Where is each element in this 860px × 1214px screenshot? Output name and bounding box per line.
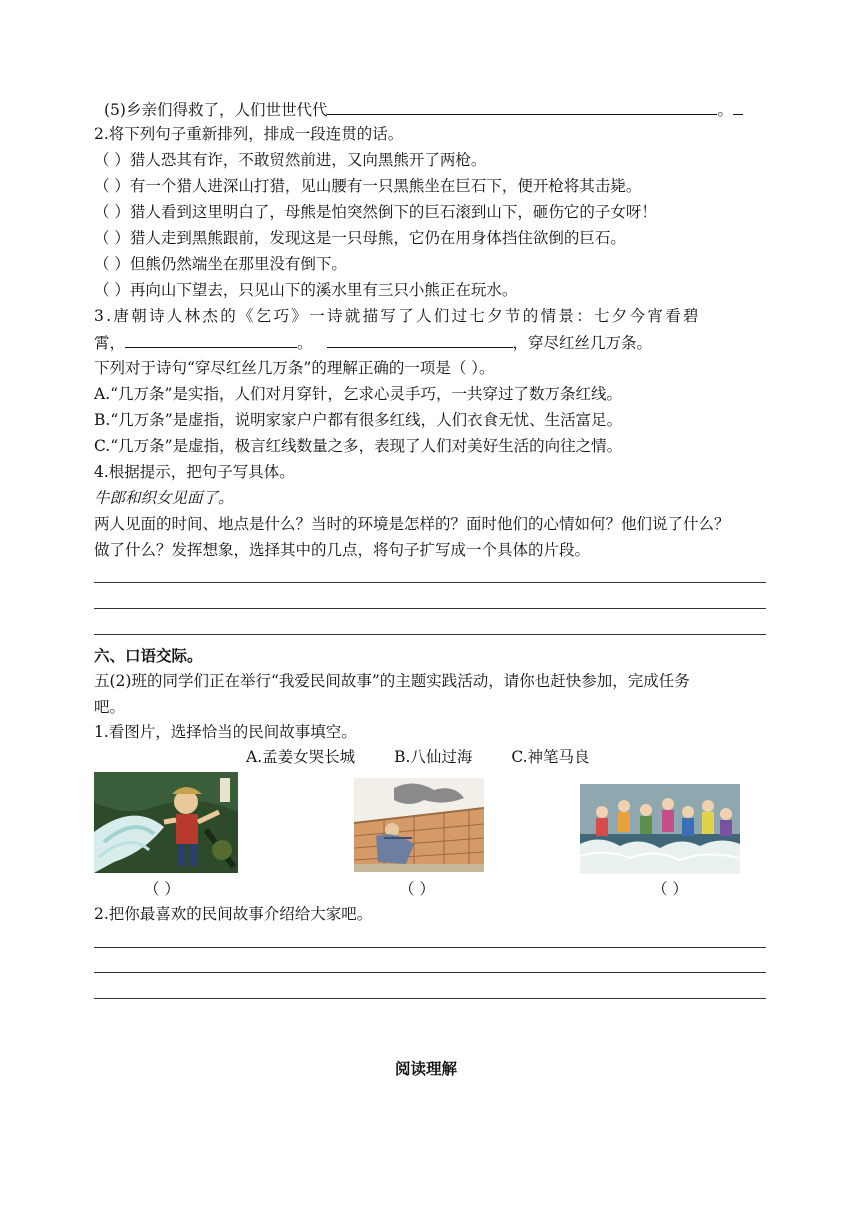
great-wall-illustration [354, 778, 484, 872]
sentence-item: （ ）猎人看到这里明白了，母熊是怕突然倒下的巨石滚到山下，砸伤它的子女呀！ [94, 203, 657, 221]
writing-line[interactable] [94, 608, 766, 609]
sentence-item: （ ）猎人走到黑熊跟前，发现这是一只母熊，它仍在用身体挡住欲倒的巨石。 [94, 229, 626, 247]
magic-brush-illustration [94, 772, 238, 873]
reading-heading: 阅读理解 [395, 1059, 458, 1078]
writing-line[interactable] [94, 998, 766, 999]
picture-magic-brush [94, 772, 238, 873]
choice-a: A.孟姜女哭长城 [246, 748, 356, 766]
answer-blank[interactable] [327, 98, 717, 115]
question-5 [104, 98, 743, 121]
writing-line[interactable] [94, 947, 766, 948]
eight-immortals-illustration [580, 784, 740, 874]
s4-prompt-2: 做了什么？发挥想象，选择其中的几点，将句子扩写成一个具体的片段。 [94, 541, 591, 559]
section-6-heading: 六、口语交际。 [94, 646, 203, 665]
s2-title: 2.将下列句子重新排列，排成一段连贯的话。 [94, 125, 404, 143]
option-b: B.“几万条”是虚指，说明家家户户都有很多红线，人们衣食无忧、生活富足。 [94, 411, 623, 429]
s4-prompt-1: 两人见面的时间、地点是什么？当时的环境是怎样的？面时他们的心情如何？他们说了什么？ [94, 515, 730, 533]
answer-paren-3[interactable]: （ ） [652, 880, 688, 898]
section-6-q1: 1.看图片，选择恰当的民间故事填空。 [94, 723, 357, 741]
poem-blank-2[interactable] [327, 331, 513, 348]
sentence-item: （ ）再向山下望去，只见山下的溪水里有三只小熊正在玩水。 [94, 281, 518, 299]
picture-great-wall [354, 778, 484, 872]
poem-blank-1[interactable] [125, 331, 297, 348]
answer-paren-1[interactable]: （ ） [144, 880, 180, 898]
question-5-text: (5)乡亲们得救了，人们世世代代 [104, 101, 328, 119]
writing-line[interactable] [94, 582, 766, 583]
section-6-q2: 2.把你最喜欢的民间故事介绍给大家吧。 [94, 905, 373, 923]
s3-line1: 3.唐朝诗人林杰的《乞巧》一诗就描写了人们过七夕节的情景：七夕今宵看碧 [94, 307, 701, 325]
answer-blank-tail [733, 98, 743, 115]
option-a: A.“几万条”是实指，人们对月穿针，乞求心灵手巧，一共穿过了数万条红线。 [94, 385, 622, 403]
s3-line2-c: ，穿尽红丝几万条。 [512, 334, 653, 352]
s3-question: 下列对于诗句“穿尽红丝几万条”的理解正确的一项是（ ）。 [94, 359, 495, 377]
s4-title: 4.根据提示，把句子写具体。 [94, 463, 295, 481]
answer-paren-2[interactable]: （ ） [399, 880, 435, 898]
picture-eight-immortals [580, 784, 740, 874]
option-c: C.“几万条”是虚指，极言红线数量之多，表现了人们对美好生活的向往之情。 [94, 437, 623, 455]
s3-line2-b: 。 [297, 334, 313, 352]
choice-c: C.神笔马良 [511, 748, 590, 766]
section-6-intro-2: 吧。 [94, 698, 126, 716]
section-6-intro-1: 五(2)班的同学们正在举行“我爱民间故事”的主题实践活动，请你也赶快参加，完成任务 [94, 672, 690, 690]
choice-b: B.八仙过海 [394, 748, 473, 766]
s4-sentence: 牛郎和织女见面了。 [94, 489, 234, 507]
story-choices [246, 746, 624, 768]
writing-line[interactable] [94, 634, 766, 635]
s3-line2-a: 霄， [94, 334, 126, 352]
sentence-item: （ ）有一个猎人进深山打猎，见山腰有一只黑熊坐在巨石下，便开枪将其击毙。 [94, 177, 642, 195]
question-5-end: 。 [717, 101, 733, 119]
s3-line2 [94, 331, 652, 354]
sentence-item: （ ）猎人恐其有诈，不敢贸然前进，又向黑熊开了两枪。 [94, 151, 487, 169]
writing-line[interactable] [94, 972, 766, 973]
sentence-item: （ ）但熊仍然端坐在那里没有倒下。 [94, 255, 347, 273]
